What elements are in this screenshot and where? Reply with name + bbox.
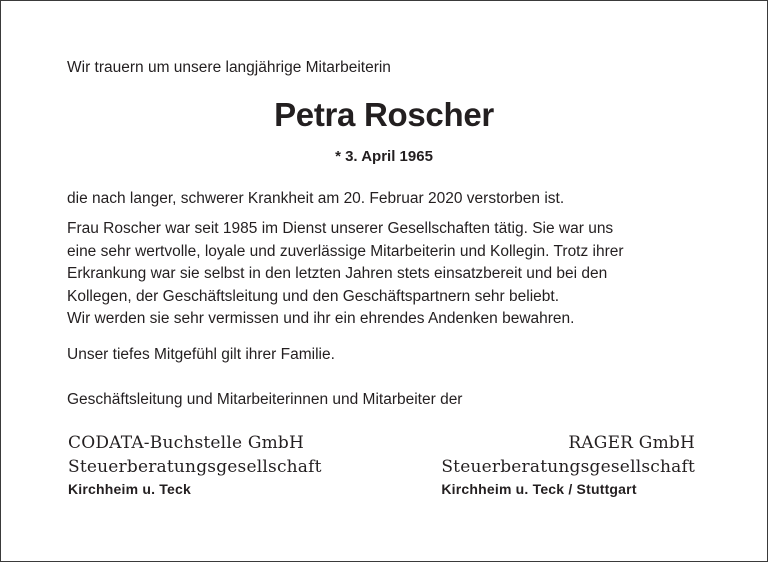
tribute-line: eine sehr wertvolle, loyale und zuverlässige Mitarbeiterin und Kollegin. Trotz ihrer xyxy=(67,242,624,260)
intro-text: Wir trauern um unsere langjährige Mitarbeiterin xyxy=(67,59,391,76)
signoff-text: Geschäftsleitung und Mitarbeiterinnen und Mitarbeiter der xyxy=(67,391,463,408)
deceased-name: Petra Roscher xyxy=(274,96,494,133)
tribute-line: Frau Roscher war seit 1985 im Dienst unserer Gesellschaften tätig. Sie war uns xyxy=(67,220,614,237)
firm-name: RAGER GmbH xyxy=(568,433,695,453)
birth-date: * 3. April 1965 xyxy=(335,148,433,165)
firm-location: Kirchheim u. Teck xyxy=(68,481,191,497)
firm-name: CODATA-Buchstelle GmbH xyxy=(68,433,305,453)
firm-codata xyxy=(68,431,322,499)
firm-rager xyxy=(441,431,695,499)
firm-location: Kirchheim u. Teck / Stuttgart xyxy=(441,481,637,497)
death-statement: die nach langer, schwerer Krankheit am 20. Februar 2020 verstorben ist. xyxy=(67,190,565,207)
tribute-line: Erkrankung war sie selbst in den letzten Jahren stets einsatzbereit und bei den xyxy=(67,265,608,282)
condolence-text: Unser tiefes Mitgefühl gilt ihrer Familie. xyxy=(67,346,335,363)
tribute-line: Wir werden sie sehr vermissen und ihr ein ehrendes Andenken bewahren. xyxy=(67,310,575,327)
firm-subtitle: Steuerberatungsgesellschaft xyxy=(441,457,695,477)
firm-subtitle: Steuerberatungsgesellschaft xyxy=(68,457,322,477)
tribute-line: Kollegen, der Geschäftsleitung und den Geschäftspartnern sehr beliebt. xyxy=(67,287,560,305)
tribute-paragraph xyxy=(67,218,624,331)
